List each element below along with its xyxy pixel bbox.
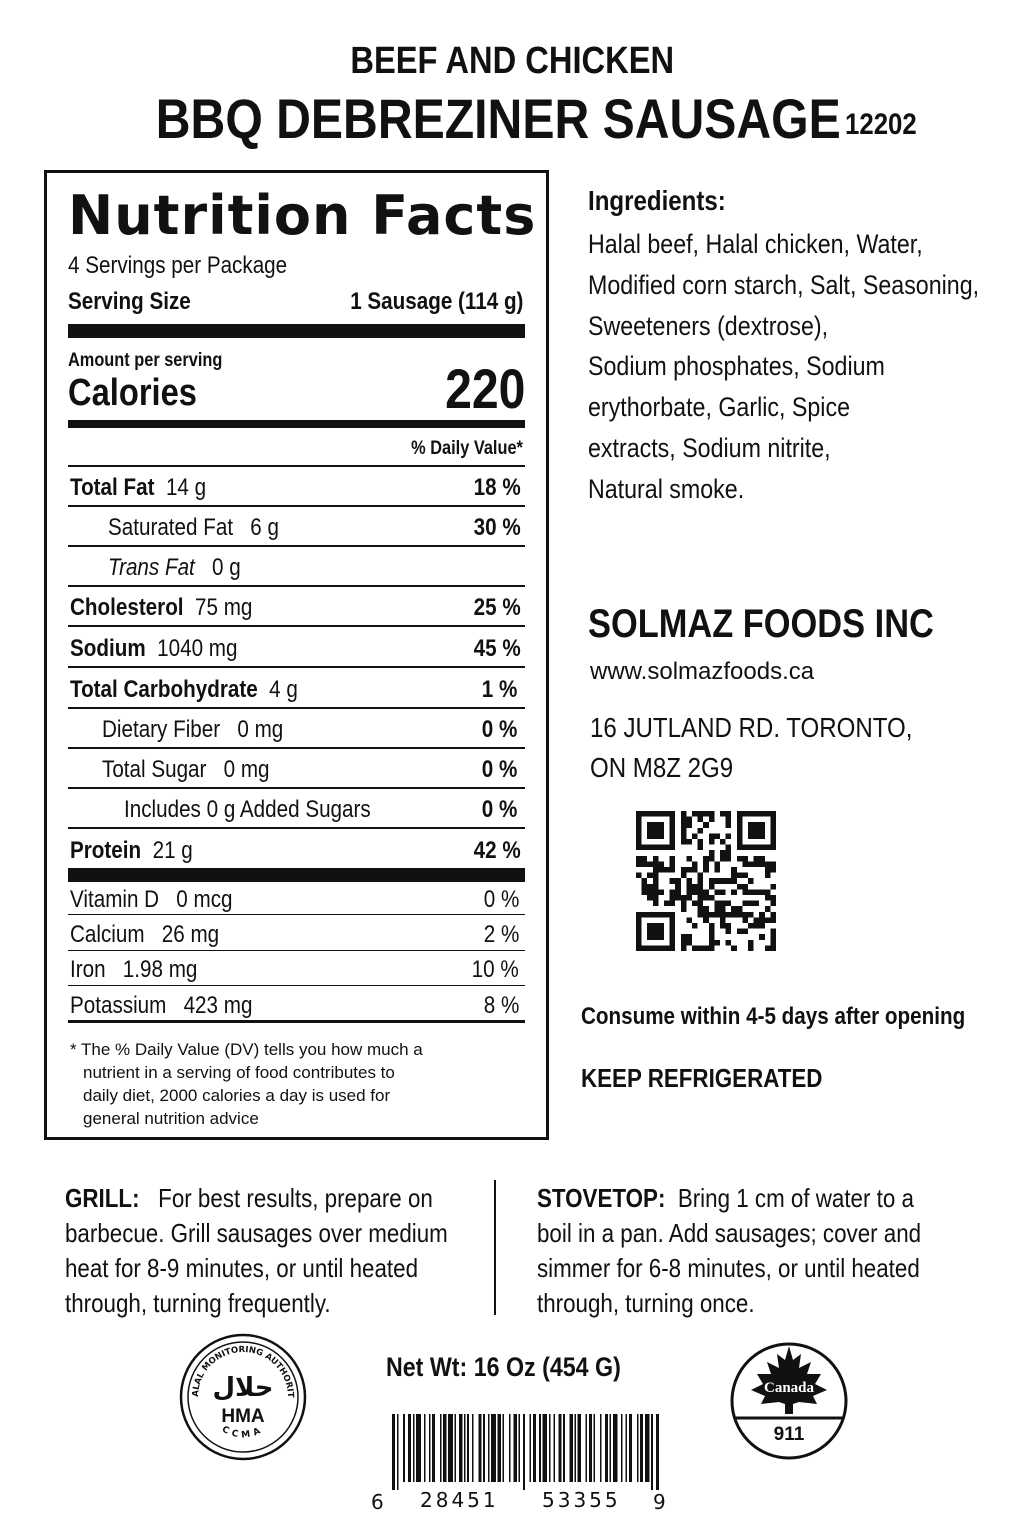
row-divider [68, 747, 525, 749]
calories-label: Calories [68, 372, 197, 414]
nutrient-row-added-sugars: Includes 0 g Added Sugars [124, 796, 371, 823]
row-divider [68, 545, 525, 547]
ingredients-line: Sweeteners (dextrose), [588, 311, 829, 341]
dv-total-carbohydrate: 1 % [481, 676, 517, 703]
nutrient-row-total-fat: Total Fat 14 g [70, 474, 207, 501]
serving-size-value: 1 Sausage (114 g) [349, 288, 523, 315]
row-divider [68, 787, 525, 789]
nutrient-row-total-sugar: Total Sugar 0 mg [102, 756, 270, 783]
vitamin-row-iron: Iron 1.98 mg [70, 956, 198, 983]
canada-seal-text: Canada [763, 1380, 815, 1396]
halal-bottom-text: CCMA [220, 1424, 266, 1441]
row-divider [68, 465, 525, 467]
canada-seal-number: 911 [773, 1424, 805, 1445]
grill-label: GRILL: [65, 1183, 140, 1213]
ingredients-line: erythorbate, Garlic, Spice [588, 392, 850, 422]
amount-per-serving: Amount per serving [68, 350, 223, 371]
barcode-digit-last: 9 [653, 1490, 669, 1514]
stovetop-instructions: STOVETOP: Bring 1 cm of water to a boil in a pan. Add sausages; cover and simmer for 6-8 minutes, or until heated through, turning once. [537, 1183, 922, 1318]
grill-instructions: GRILL: For best results, prepare on barbecue. Grill sausages over medium heat for 8-9 minutes, or until heated through, turning frequently. [65, 1183, 448, 1318]
dv-total-fat: 18 % [473, 474, 521, 501]
stovetop-label: STOVETOP: [537, 1183, 666, 1213]
servings-per-package: 4 Servings per Package [68, 252, 288, 279]
thick-divider [68, 324, 525, 338]
dv-iron: 10 % [471, 956, 519, 983]
halal-arabic-text: حلال [212, 1373, 274, 1403]
vitamin-row-calcium: Calcium 26 mg [70, 921, 220, 948]
ingredients-title: Ingredients: [588, 185, 726, 216]
row-divider [68, 707, 525, 709]
vitamin-row-potassium: Potassium 423 mg [70, 992, 253, 1019]
barcode-digit-first: 6 [371, 1490, 387, 1514]
calories-value: 220 [444, 357, 525, 420]
vitamin-row-vitamin-d: Vitamin D 0 mcg [70, 886, 233, 913]
nutrient-row-saturated-fat: Saturated Fat 6 g [108, 514, 279, 541]
canada-seal-graphic [727, 1342, 851, 1460]
barcode-digits-left: 28451 [420, 1488, 499, 1512]
nutrition-facts-title: Nutrition Facts [68, 184, 537, 247]
dv-sodium: 45 % [473, 635, 521, 662]
nutrient-row-sodium: Sodium 1040 mg [70, 635, 238, 662]
company-address-line2: ON M8Z 2G9 [590, 752, 734, 783]
svg-text:CCMA [220, 1425, 266, 1441]
dv-added-sugars: 0 % [481, 796, 517, 823]
company-website[interactable]: www.solmazfoods.ca [590, 658, 815, 685]
ingredients-line: Natural smoke. [588, 474, 745, 504]
row-divider [68, 950, 525, 951]
dv-dietary-fiber: 0 % [481, 716, 517, 743]
product-subtitle: BEEF AND CHICKEN [350, 40, 674, 82]
row-divider [68, 827, 525, 829]
nutrient-row-dietary-fiber: Dietary Fiber 0 mg [102, 716, 284, 743]
ingredients-line: Modified corn starch, Salt, Seasoning, [588, 270, 980, 300]
canada-inspection-seal [727, 1342, 851, 1465]
ingredients-line: Halal beef, Halal chicken, Water, [588, 229, 923, 259]
nutrient-row-protein: Protein 21 g [70, 837, 193, 864]
row-divider [68, 914, 525, 915]
dv-potassium: 8 % [483, 992, 519, 1019]
dv-vitamin-d: 0 % [483, 886, 519, 913]
cooking-divider [494, 1180, 496, 1315]
qr-code[interactable] [636, 811, 776, 956]
product-title: BBQ DEBREZINER SAUSAGE [155, 87, 841, 150]
halal-abbr-text: HMA [221, 1406, 265, 1427]
net-weight: Net Wt: 16 Oz (454 G) [386, 1352, 621, 1382]
company-name: SOLMAZ FOODS INC [588, 602, 934, 646]
ingredients-line: extracts, Sodium nitrite, [588, 433, 831, 463]
daily-value-header: % Daily Value* [411, 438, 523, 459]
consume-instruction: Consume within 4-5 days after opening [581, 1003, 966, 1030]
barcode [390, 1414, 660, 1495]
row-divider [68, 625, 525, 627]
qr-code-graphic [636, 811, 776, 951]
medium-divider [68, 420, 525, 428]
daily-value-footnote: * The % Daily Value (DV) tells you how much a nutrient in a serving of food contributes to daily diet, 2000 calories a day is used for general nutrition advice [70, 1040, 423, 1128]
barcode-bars [390, 1414, 660, 1490]
nutrient-row-cholesterol: Cholesterol 75 mg [70, 594, 253, 621]
row-divider [68, 585, 525, 587]
keep-refrigerated: KEEP REFRIGERATED [581, 1063, 823, 1093]
ingredients-line: Sodium phosphates, Sodium [588, 351, 885, 381]
footnote-divider [68, 1020, 525, 1023]
dv-protein: 42 % [473, 837, 521, 864]
halal-ring-text: ALAL MONITORING AUTHORIT [190, 1344, 296, 1398]
row-divider [68, 505, 525, 507]
dv-total-sugar: 0 % [481, 756, 517, 783]
row-divider [68, 666, 525, 668]
nutrient-row-total-carbohydrate: Total Carbohydrate 4 g [70, 676, 298, 703]
barcode-digits-right: 53355 [542, 1488, 621, 1512]
row-divider [68, 985, 525, 986]
thick-divider [68, 868, 525, 882]
company-address-line1: 16 JUTLAND RD. TORONTO, [590, 712, 913, 743]
serving-size-label: Serving Size [68, 288, 191, 315]
halal-seal-graphic [178, 1332, 308, 1462]
dv-saturated-fat: 30 % [473, 514, 521, 541]
dv-cholesterol: 25 % [473, 594, 521, 621]
halal-seal [178, 1332, 308, 1467]
product-code: 12202 [845, 108, 917, 141]
nutrient-row-trans-fat: Trans Fat 0 g [108, 554, 241, 581]
dv-calcium: 2 % [483, 921, 519, 948]
